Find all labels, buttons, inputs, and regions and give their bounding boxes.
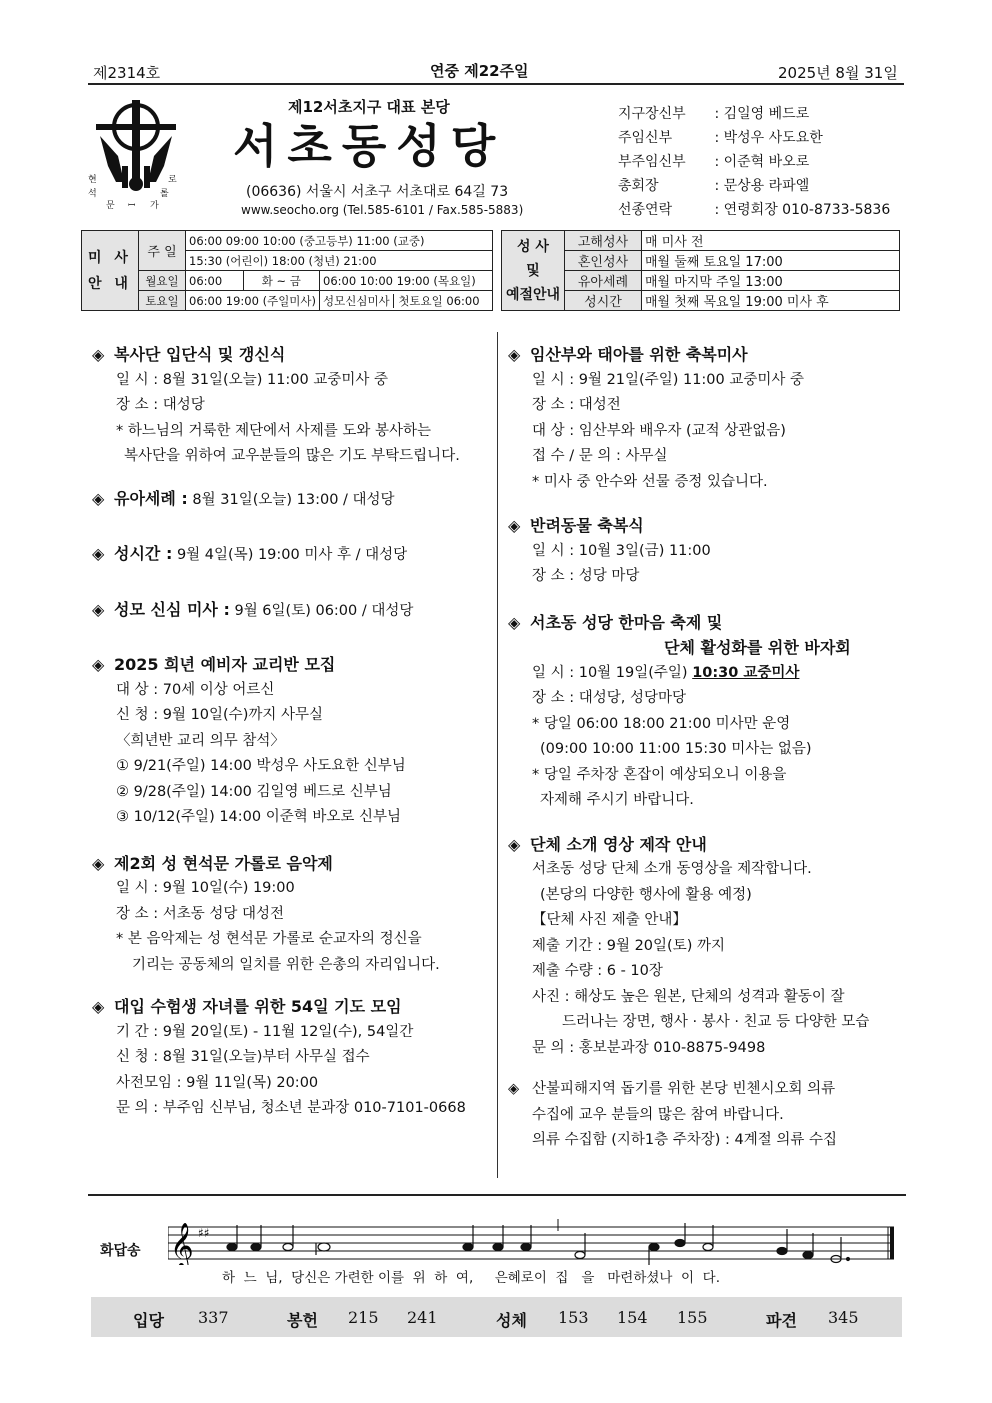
notice-line: 대 상 : 임산부와 배우자 (교적 상관없음) [532,422,786,439]
sacrament-label: 혼인성사 [565,251,642,271]
clergy-row [618,150,890,174]
notice-line: 문 의 : 홍보분과장 010-8875-9498 [532,1039,766,1056]
clergy-row [618,126,890,150]
music-notes-icon [168,1215,898,1265]
dismissal-hymn-number: 345 [828,1308,859,1327]
clergy-value: : 연령회장 010-8733-5836 [714,202,891,218]
diamond-bullet-icon: ◈ [508,1081,520,1097]
notice-title: ◈ 복사단 입단식 및 갱신식 [92,342,492,368]
communion-hymn-number: 153 [558,1308,589,1327]
issue-number: 제2314호 [93,64,161,82]
svg-text:♯♯: ♯♯ [198,1226,210,1240]
psalm-label: 화답송 [100,1243,141,1259]
saturday-extra: 성모신심미사 첫토요일 06:00 [320,291,493,311]
notice-title: ◈ 제2회 성 현석문 가롤로 음악제 [92,851,492,877]
sunday-mass-times-2: 15:30 (어린이) 18:00 (청년) 21:00 [186,251,493,271]
parish-name: 서초동성당 [233,119,506,173]
communion-hymn-number: 154 [617,1308,648,1327]
offertory-hymn-label: 봉헌 [287,1311,318,1330]
notice-title: ◈ 대입 수험생 자녀를 위한 54일 기도 모임 [92,994,492,1020]
diamond-bullet-icon: ◈ [508,612,521,632]
clergy-row [618,198,890,222]
psalm-lyrics: 하 느 님, 당신은 가련한 이를 위 하 여, 은혜로이 집 을 마련하셨나 이 다. [222,1270,721,1286]
notice-line: ◈ 산불피해지역 돕기를 위한 본당 빈첸시오회 의류 [508,1077,904,1103]
column-divider [497,332,498,1178]
diamond-bullet-icon: ◈ [508,345,521,364]
clergy-row [618,102,890,126]
notice-line: * 당일 06:00 18:00 21:00 미사만 운영 [532,715,791,732]
left-column [92,328,492,1122]
saturday-times: 06:00 19:00 (주일미사) [186,291,320,311]
liturgical-season: 연중 제22주일 [430,62,529,80]
psalm-music-staff [168,1215,898,1265]
clergy-value: : 박성우 사도요한 [714,130,823,146]
svg-text:𝄞: 𝄞 [170,1223,194,1265]
notice-title-continued: 단체 활성화를 위한 바자회 [664,638,851,657]
parish-contact-link[interactable]: www.seocho.org (Tel.585-6101 / Fax.585-5883) [241,203,524,217]
clergy-label: 선종연락 [618,202,673,218]
mass-table-title: 미 사 안 내 [82,231,139,311]
notice-title: ◈ 단체 소개 영상 제작 안내 [508,832,904,858]
diamond-bullet-icon: ◈ [92,655,105,674]
diamond-bullet-icon: ◈ [508,834,521,854]
notice-line: 기리는 공동체의 일치를 위한 은총의 자리입니다. [132,956,440,973]
notice-line: 수집에 교우 분들의 많은 참여 바랍니다. [532,1106,784,1123]
notice-line: 복사단을 위하여 교우분들의 많은 기도 부탁드립니다. [124,448,460,464]
sacrament-value: 매월 마지막 주일 13:00 [642,271,900,291]
clergy-value: : 문상용 라파엘 [714,178,810,194]
clergy-label: 총회장 [618,178,659,194]
notice-title: ◈ 임산부와 태아를 위한 축복미사 [508,342,904,368]
communion-hymn-label: 성체 [496,1311,527,1330]
notice-line: 일 시 : 10월 19일(주일) 10:30 교중미사 [532,664,800,681]
sunday-mass-times-1: 06:00 09:00 10:00 (중고등부) 11:00 (교중) [186,231,493,251]
notice-line: * 하느님의 거룩한 제단에서 사제를 도와 봉사하는 [116,422,432,439]
clergy-label: 주임신부 [618,130,673,146]
notice-line: 장 소 : 대성당, 성당마당 [532,690,686,706]
notice-title: ◈ 유아세례 : 8월 31일(오늘) 13:00 / 대성당 [92,486,492,514]
saturday-label: 토요일 [139,291,186,311]
clergy-value: : 김일영 베드로 [714,106,810,122]
notice-line: 【단체 사진 제출 안내】 [532,912,687,928]
notice-line: ① 9/21(주일) 14:00 박성우 사도요한 신부님 [116,758,406,774]
communion-hymn-number: 155 [677,1308,708,1327]
entrance-hymn-number: 337 [198,1308,229,1327]
notice-line: (09:00 10:00 11:00 15:30 미사는 없음) [540,741,812,757]
clergy-value: : 이준혁 바오로 [714,154,810,170]
notice-title: ◈ 성모 신심 미사 : 9월 6일(토) 06:00 / 대성당 [92,597,492,625]
clergy-list [618,102,890,222]
notice-line: 접 수 / 문 의 : 사무실 [532,448,668,464]
sacrament-value: 매월 첫째 목요일 19:00 미사 후 [642,291,900,311]
logo-text: 현 석 문 로 롤 가 ꟷ [88,175,177,211]
diamond-bullet-icon: ◈ [92,599,105,619]
notice-line: 신 청 : 9월 10일(수)까지 사무실 [116,707,323,723]
notice-line: 기 간 : 9월 20일(토) - 11월 12일(수), 54일간 [116,1023,414,1040]
notice-line: 〈희년반 교리 의무 참석〉 [116,732,285,749]
header-divider [88,83,904,85]
notice-line: ② 9/28(주일) 14:00 김일영 베드로 신부님 [116,783,392,800]
notice-line: * 당일 주차장 혼잡이 예상되오니 이용을 [532,766,787,783]
parish-address: (06636) 서울시 서초구 서초대로 64길 73 [246,184,509,200]
weekday-times: 06:00 10:00 19:00 (목요일) [320,271,493,291]
notice-line: 대 상 : 70세 이상 어르신 [116,681,275,698]
sacrament-label: 고해성사 [565,231,642,251]
clergy-row [618,174,890,198]
clergy-label: 지구장신부 [618,106,686,122]
issue-date: 2025년 8월 31일 [778,64,898,82]
notice-line: 일 시 : 8월 31일(오늘) 11:00 교중미사 중 [116,371,389,388]
offertory-hymn-number: 215 [348,1308,379,1327]
mass-schedule-table [81,230,493,311]
footer-divider [88,1194,906,1196]
notice-line: 자제해 주시기 바랍니다. [540,792,694,808]
sunday-label: 주 일 [139,231,186,271]
notice-line: 일 시 : 9월 10일(수) 19:00 [116,880,295,896]
offertory-hymn-number: 241 [407,1308,438,1327]
sacrament-table [501,230,900,311]
notice-line: 제출 기간 : 9월 20일(토) 까지 [532,937,725,954]
notice-line: ③ 10/12(주일) 14:00 이준혁 바오로 신부님 [116,809,402,825]
notice-title: ◈ 성시간 : 9월 4일(목) 19:00 미사 후 / 대성당 [92,541,492,569]
notice-title: ◈ 2025 희년 예비자 교리반 모집 [92,652,492,678]
notice-line: 드러나는 장면, 행사 · 봉사 · 친교 등 다양한 모습 [562,1014,870,1030]
notice-line: 일 시 : 9월 21일(주일) 11:00 교중미사 중 [532,371,805,388]
diamond-bullet-icon: ◈ [92,345,105,364]
notice-line: 장 소 : 대성당 [116,397,205,413]
sacrament-value: 매월 둘째 토요일 17:00 [642,251,900,271]
clergy-label: 부주임신부 [618,154,686,170]
notice-title: ◈ 서초동 성당 한마음 축제 및 [508,610,904,636]
sacrament-value: 매 미사 전 [642,231,900,251]
monday-time: 06:00 [186,271,244,291]
monday-label: 월요일 [139,271,186,291]
notice-line: (본당의 다양한 행사에 활용 예정) [540,886,752,903]
notice-line: 장 소 : 성당 마당 [532,568,640,584]
dismissal-hymn-label: 파견 [766,1311,797,1330]
notice-line: 서초동 성당 단체 소개 동영상을 제작합니다. [532,861,812,877]
notice-line: 신 청 : 8월 31일(오늘)부터 사무실 접수 [116,1049,370,1065]
notice-title: ◈ 반려동물 축복식 [508,513,904,539]
notice-line: 사진 : 해상도 높은 원본, 단체의 성격과 활동이 잘 [532,988,845,1005]
diamond-bullet-icon: ◈ [92,853,105,873]
parish-subtitle: 제12서초지구 대표 본당 [288,98,450,116]
right-column [508,328,904,1154]
sacrament-label: 성시간 [565,291,642,311]
notice-line: 장 소 : 서초동 성당 대성전 [116,905,285,922]
parish-logo [88,96,186,214]
notice-line: * 미사 중 안수와 선물 증정 있습니다. [532,473,768,490]
diamond-bullet-icon: ◈ [92,488,105,508]
notice-line: 제출 수량 : 6 - 10장 [532,963,663,979]
entrance-hymn-label: 입당 [133,1311,164,1330]
notice-line: * 본 음악제는 성 현석문 가롤로 순교자의 정신을 [116,931,422,947]
diamond-bullet-icon: ◈ [508,516,521,535]
diamond-bullet-icon: ◈ [92,544,105,563]
sacrament-table-title: 성 사 및 예절안내 [502,231,565,311]
notice-line: 의류 수집함 (지하1층 주차장) : 4계절 의류 수집 [532,1132,838,1148]
weekday-label: 화 ~ 금 [243,271,319,291]
notice-line: 사전모임 : 9월 11일(목) 20:00 [116,1074,319,1091]
notice-line: 문 의 : 부주임 신부님, 청소년 분과장 010-7101-0668 [116,1100,466,1116]
notice-line: 장 소 : 대성전 [532,397,621,413]
diamond-bullet-icon: ◈ [92,997,105,1016]
sacrament-label: 유아세례 [565,271,642,291]
notice-line: 일 시 : 10월 3일(금) 11:00 [532,542,711,559]
